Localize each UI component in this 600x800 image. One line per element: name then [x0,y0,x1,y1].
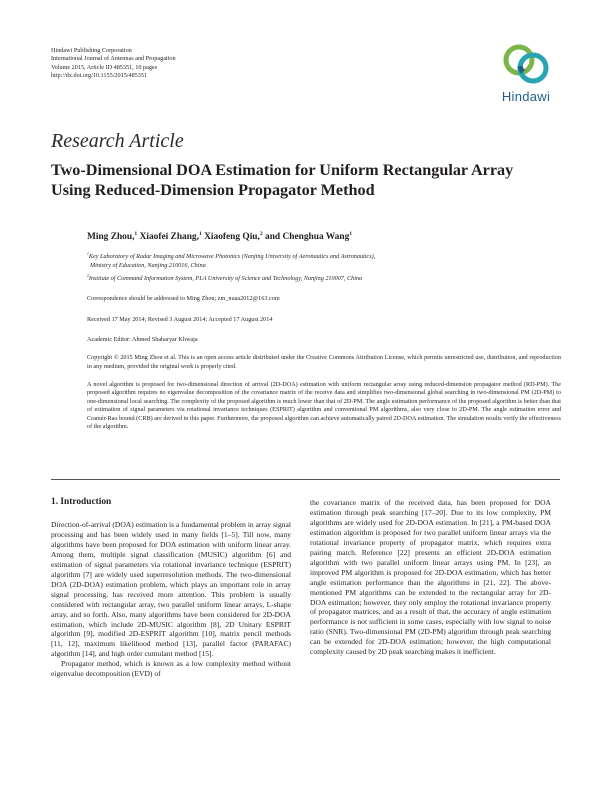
article-type: Research Article [51,130,184,152]
body-column-left [51,520,291,679]
paragraph: Direction-of-arrival (DOA) estimation is a fundamental problem in array signal processing and has been widely used in many fields [1–5]. Till now, many algorithms have been proposed for DOA estimation with uniform linear array. Among them, multiple signal classification (MUSIC) algorithm [6] and estimation of signal parameters via rotational invariance technique (ESPRIT) algorithm [7] are widely used superresolution methods. The two-dimensional DOA (2D-DOA) estimation problem, which plays an important role in array signal processing, has received more attention. This problem is usually considered with rectangular array, two parallel uniform linear arrays, L-shape array, and so forth. Also, many algorithms have been considered for 2D-DOA estimation, which include 2D-MUSIC algorithm [8], 2D Unitary ESPRIT algorithm [9], modified 2D-ESPRIT algorithm [10], matrix pencil methods [11, 12], maximum likelihood method [13], parallel factor (PARAFAC) algorithm [14], and high order cumulant method [15]. [51,520,291,659]
publisher-name: Hindawi Publishing Corporation [51,47,132,54]
doi-link[interactable]: http://dx.doi.org/10.1155/2015/485351 [51,72,148,80]
affiliation-mark: 1 [87,251,89,256]
hindawi-logo [496,42,556,108]
volume-info: Volume 2015, Article ID 485351, 10 pages [51,63,158,71]
author-name: Ming Zhou, [87,232,135,242]
paragraph: the covariance matrix of the received data, has been proposed for DOA estimation through peak searching [17–20]. Due to its low complexity, PM algorithms are widely used for 2D-DOA estimation. In [21], a PM-based DOA estimation algorithm is proposed for two parallel uniform linear arrays via the rotational invariance property of propagator matrix, which requires extra pairing match. Reference [22] presents an efficient 2D-DOA estimation algorithm with two parallel uniform linear arrays using PM. In [23], an improved PM algorithm is proposed for 2D-DOA estimation, which has better angle estimation performance than the algorithms in [21, 22]. The above-mentioned PM algorithms can be extended to the rectangular array for 2D-DOA estimation; however, they only employ the rotational invariance property of propagator matrices, and as a result of that, the accuracy of angle estimation performance is not sufficient in some cases, especially with low signal to noise ratio (SNR). Two-dimensional PM (2D-PM) algorithm through peak searching can be extended for 2D-DOA estimation; however, the high computational complexity caused by 2D peak searching makes it inefficient. [310,498,551,657]
paper-title: Two-Dimensional DOA Estimation for Uniform Rectangular Array Using Reduced-Dimension Propagator Method [51,161,514,199]
affiliation-text: Key Laboratory of Radar Imaging and Microwave Photonics (Nanjing University of Aeronautics and Astronautics), [88,253,376,260]
author-affiliation-mark: 2 [259,230,263,237]
body-column-right [310,498,551,657]
academic-editor: Academic Editor: Ahmed Shaharyar Khwaja [87,336,198,343]
paragraph: Propagator method, which is known as a low complexity method without eigenvalue decomposition (EVD) of [51,659,291,679]
publication-dates: Received 17 May 2014; Revised 3 August 2014; Accepted 17 August 2014 [87,316,273,323]
author-list [87,232,352,242]
abstract: A novel algorithm is proposed for two-dimensional direction of arrival (2D-DOA) estimation with uniform rectangular array using reduced-dimension propagator method (RD-PM). The proposed algorithm requires no eigenvalue decomposition of the covariance matrix of the receive data and simplifies two-dimensional global searching in two-dimensional PM (2D-PM) to one-dimensional local searching. The complexity of the proposed algorithm is much lower than that of 2D-PM. The angle estimation performance of the proposed algorithm is better than that of estimation of signal parameters via rotational invariance techniques (ESPRIT) algorithm and conventional PM algorithms, also very close to 2D-PM. The angle estimation error and Cramér-Rao bound (CRB) are derived in this paper. Furthermore, the proposed algorithm can achieve automatically paired 2D-DOA estimation. The simulation results verify the effectiveness of the algorithm. [87,381,561,431]
journal-name: International Journal of Antennas and Propagation [51,55,176,63]
correspondence: Correspondence should be addressed to Ming Zhou; zm_nuaa2012@163.com [87,295,280,302]
author-affiliation-mark: 1 [198,230,202,237]
copyright-notice: Copyright © 2015 Ming Zhou et al. This is an open access article distributed under the Creative Commons Attribution License, which permits unrestricted use, distribution, and reproduction in any medium, provided the original work is properly cited. [87,354,561,370]
divider [51,479,560,480]
author-name: and Chenghua Wang [262,232,350,242]
author-name: Xiaofeng Qiu, [201,232,260,242]
affiliation-1 [87,253,557,270]
affiliation-2 [87,275,557,284]
author-name: Xiaofei Zhang, [137,232,199,242]
section-heading: 1. Introduction [51,497,112,507]
author-affiliation-mark: 1 [349,230,353,237]
journal-header [51,47,351,81]
affiliation-text: Institute of Command Information System, PLA University of Science and Technology, Nanjing 210007, China [88,275,363,282]
affiliation-mark: 2 [87,273,89,278]
hindawi-logo-text: Hindawi [501,89,551,104]
affiliation-text: Ministry of Education, Nanjing 210016, China [90,261,206,269]
author-affiliation-mark: 1 [134,230,138,237]
hindawi-logo-icon [496,42,556,90]
